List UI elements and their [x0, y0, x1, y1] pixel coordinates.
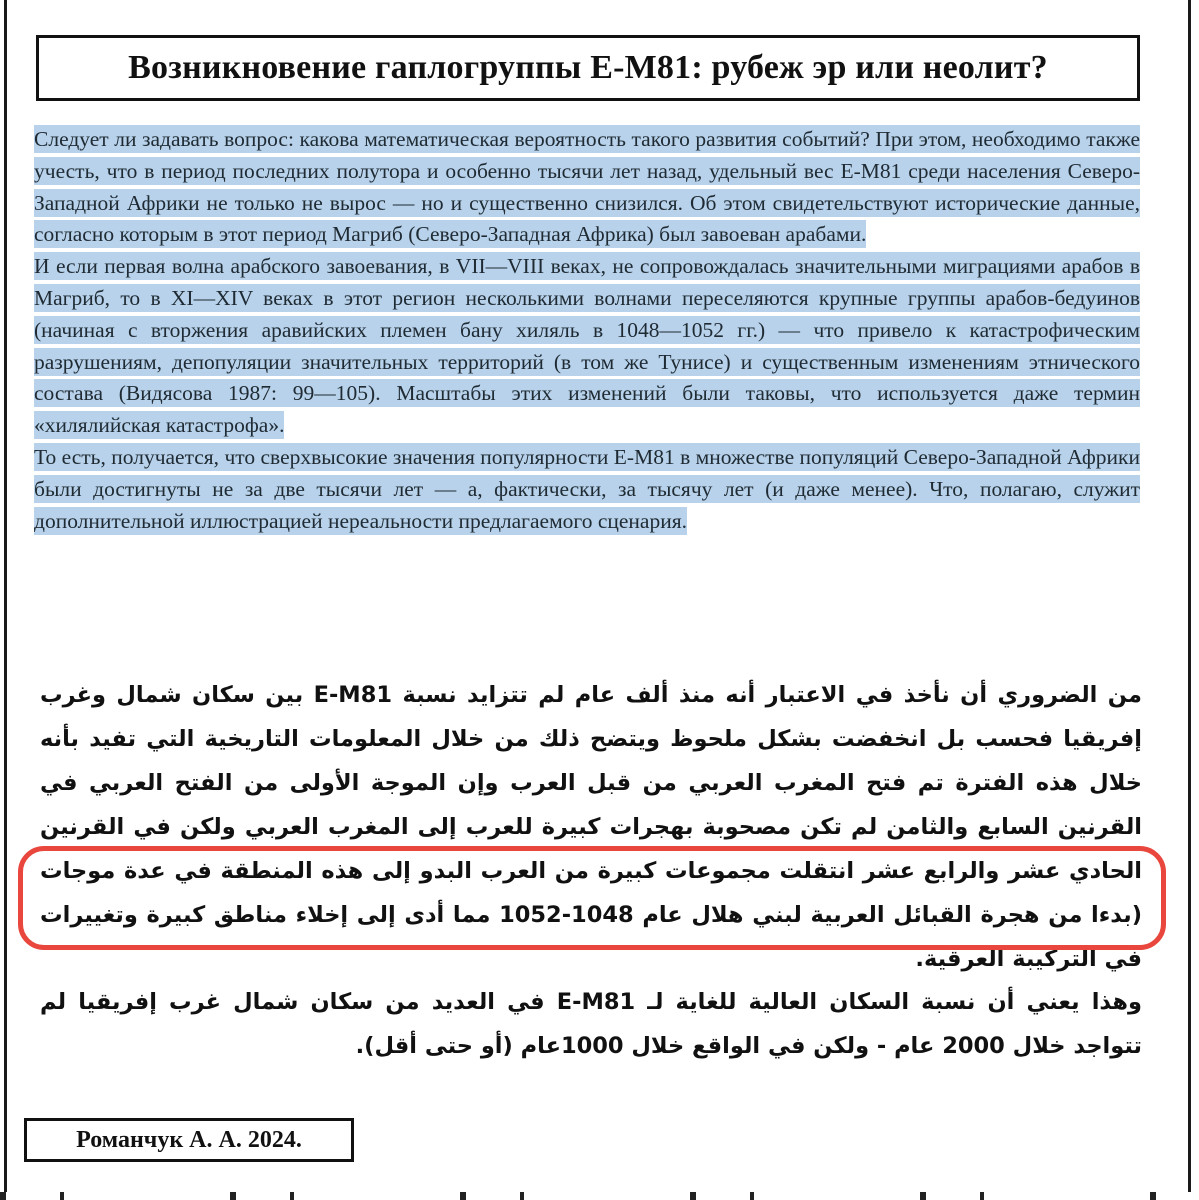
highlighted-text: То есть, получается, что сверхвысокие значения популярности E-M81 в множестве популяций Северо-Западной Африки были достигнуты не за две тысячи лет — а, фактически, за тысячу лет (и даже менее). Что, полагаю, служит дополнительной иллюстрацией нереальности предлагаемого сценария. — [34, 444, 1140, 533]
highlighted-text: Следует ли задавать вопрос: какова математическая вероятность такого развития событий? При этом, необходимо также учесть, что в период последних полутора и особенно тысячи лет назад, удельный вес E-M81 среди населения Северо-Западной Африки не только не вырос — но и существенно снизился. Об этом свидетельствуют исторические данные, согласно которым в этот период Магриб (Северо-Западная Африка) был завоеван арабами. — [34, 127, 1140, 247]
title-box — [36, 35, 1140, 101]
author-box — [24, 1118, 354, 1162]
russian-paragraph[interactable] — [34, 124, 1140, 251]
arabic-paragraph-1: من الضروري أن نأخذ في الاعتبار أنه منذ ألف عام لم تتزايد نسبة E-M81 بين سكان شمال وغرب إفريقيا فحسب بل انخفضت بشكل ملحوظ ويتضح ذلك من خلال المعلومات التاريخية التي تفيد بأنه خلال هذه الفترة تم فتح المغرب العربي من قبل العرب وإن الموجة الأولى من الفتح العربي في القرنين السابع والثامن لم تكن مصحوبة بهجرات كبيرة للعرب إلى المغرب العربي ولكن في القرنين الحادي عشر والرابع عشر انتقلت مجموعات كبيرة من العرب البدو إلى هذه المنطقة في عدة موجات (بدءا من هجرة القبائل العربية لبني هلال عام 1048-1052 مما أدى إلى إخلاء مناطق كبيرة وتغييرات في التركيبة العرقية. — [40, 682, 1142, 972]
highlighted-text: И если первая волна арабского завоевания, в VII—VIII веках, не сопровождалась значительными миграциями арабов в Магриб, то в XI—XIV веках в этот регион несколькими волнами переселяются крупные группы арабов-бедуинов (начиная с вторжения аравийских племен бану хиляль в 1048—1052 гг.) — что привело к катастрофическим разрушениям, депопуляции значительных территорий (в том же Тунисе) и существенным изменениям этнического состава (Видясова 1987: 99—105). Масштабы этих изменений были таковы, что используется даже термин «хилялийская катастрофа». — [34, 254, 1140, 438]
arabic-paragraph-2: وهذا يعني أن نسبة السكان العالية للغاية لـ E-M81 في العديد من سكان شمال غرب إفريقيا لم تتواجد خلال 2000 عام - ولكن في الواقع خلال 1000عام (أو حتى أقل). — [40, 989, 1142, 1059]
author-signature: Романчук А. А. 2024. — [76, 1126, 302, 1153]
russian-paragraph[interactable] — [34, 442, 1140, 537]
page-border-right — [1188, 0, 1191, 1192]
document-title: Возникновение гаплогруппы E-M81: рубеж эр или неолит? — [128, 49, 1048, 86]
russian-text-block — [34, 124, 1140, 537]
page-border-left — [4, 0, 7, 1192]
russian-paragraph[interactable] — [34, 251, 1140, 442]
page-border-bottom — [0, 1192, 1199, 1200]
